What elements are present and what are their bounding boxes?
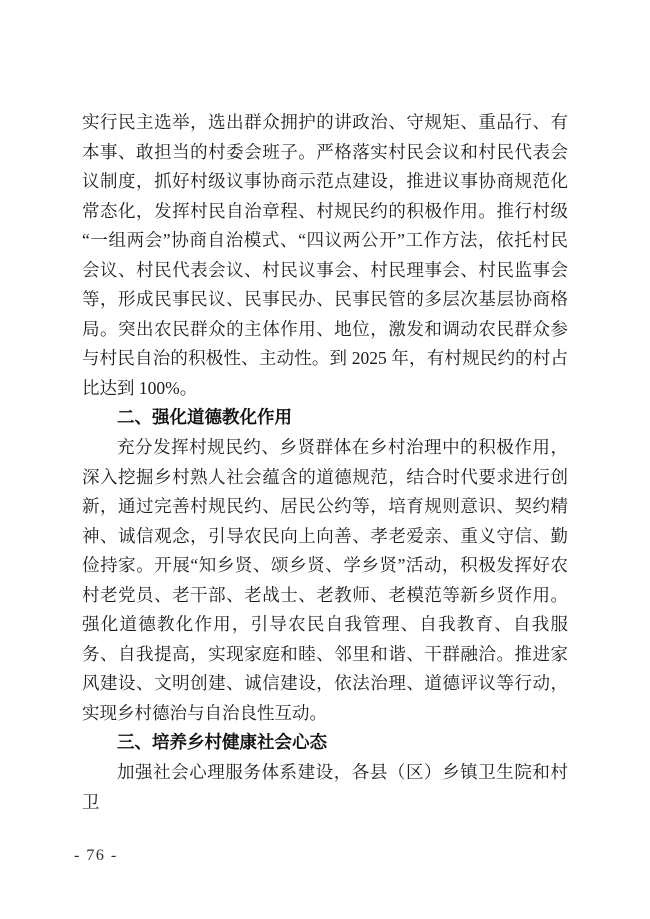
page-number: - 76 - (74, 847, 118, 864)
paragraph-moral-education: 充分发挥村规民约、乡贤群体在乡村治理中的积极作用，深入挖掘乡村熟人社会蕴含的道德规范，结合时代要求进行创新，通过完善村规民约、居民公约等，培育规则意识、契约精神、诚信观念，引导农民向上向善、孝老爱亲、重义守信、勤俭持家。开展“知乡贤、颂乡贤、学乡贤”活动，积极发挥好农村老党员、老干部、老战士、老教师、老模范等新乡贤作用。强化道德教化作用，引导农民自我管理、自我教育、自我服务、自我提高，实现家庭和睦、邻里和谐、干群融洽。推进家风建设、文明创建、诚信建设，依法治理、道德评议等行动，实现乡村德治与自治良性互动。 (82, 437, 568, 723)
heading-section-3-healthy-mindset: 三、培养乡村健康社会心态 (117, 732, 327, 753)
paragraph-village-autonomy: 实行民主选举，选出群众拥护的讲政治、守规矩、重品行、有本事、敢担当的村委会班子。严格落实村民会议和村民代表会议制度，抓好村级议事协商示范点建设，推进议事协商规范化常态化，发挥村民自治章程、村规民约的积极作用。推行村级“一组两会”协商自治模式、“四议两公开”工作方法，依托村民会议、村民代表会议、村民议事会、村民理事会、村民监事会等，形成民事民议、民事民办、民事民管的多层次基层协商格局。突出农民群众的主体作用、地位，激发和调动农民群众参与村民自治的积极性、主动性。到 2025 年，有村规民约的村占比达到 100%。 (82, 112, 568, 398)
document-body (82, 108, 568, 817)
heading-section-2-moral-education: 二、强化道德教化作用 (117, 407, 292, 428)
paragraph-healthy-mindset: 加强社会心理服务体系建设，各县（区）乡镇卫生院和村卫 (82, 762, 568, 812)
